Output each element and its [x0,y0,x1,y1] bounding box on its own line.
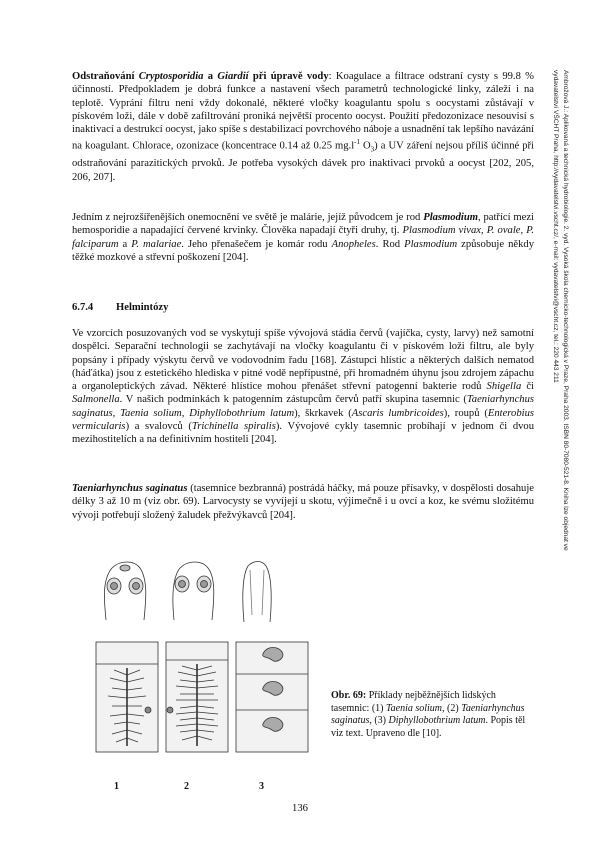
scolex-2-illustration [173,562,214,620]
section-title: Helmintózy [116,302,169,313]
p3-tapeworms: Taeniarhynchus saginatus, Taenia solium, Diphyllobothrium latum [72,394,534,419]
lead-bold: Odstraňování [72,71,139,82]
proglottid-1-illustration [96,642,158,752]
paragraph-taeniarhynchus [72,482,534,522]
paragraph-cryptosporidium [72,70,534,184]
p3-shigella: Shigella [486,381,522,393]
sidebar-note [548,70,572,590]
lead-bold-2: při úpravě vody [248,71,329,82]
paragraph-malaria [72,211,534,264]
p3-e: . V našich podmínkách k patogenním zástupcům červů patří skupina tasemnic ( [119,394,467,406]
caption-e: , (3) [369,715,389,727]
p2-k: způsobuje někdy těžké mozkové a střevní poškození [204]. [72,238,534,263]
p2-anopheles: Anopheles [331,238,376,250]
p2-g: . Jeho přenašečem je komár rodu [181,238,332,250]
p3-ascaris: Ascaris lumbricoides [351,407,444,419]
p3-trichinella: Trichinella spiralis [191,421,276,433]
caption-a: Příklady nejběžnějších lidských tasemnic: (1) [331,690,496,714]
proglottid-2-illustration [166,642,228,752]
caption-taeniarhynchus: Taeniarhynchus saginatus [331,702,525,727]
proglottid-3-illustration [236,642,308,752]
p2-a: Jedním z nejrozšířenějších onemocnění ve světě je malárie, jejíž původcem je rod [72,212,424,223]
p3-salmonella: Salmonella [72,394,120,406]
p3-i: ), roupů ( [443,407,488,419]
p4-species: Taeniarhynchus saginatus [72,483,188,494]
p3-m: ). Vývojové cykly tasemnic probíhají v jednom či dvou mezihostitelích a na definitivním hostiteli [204]. [72,421,535,446]
p3-g: ), škrkavek ( [294,407,352,419]
sidebar-note-text: Ambrožová J.: Aplikovaná a technická hydrobiologie. 2. vyd. Vysoká škola chemicko-technologická v Praze, Praha 2003. ISBN 80-7080-521-8. Kniha lze objednat ve vydavatelství VŠCHT Praha, http://vydavatelstvi.vscht.cz/, e-mail: vydavatelstvi@vscht.cz, tel.: 220 443 211 [552,70,569,551]
p2-species: Plasmodium vivax, P. ovale, P. falciparum [72,225,534,250]
lead-mid: a [203,71,218,82]
p2-malariae: P. malariae [131,238,182,250]
scolex-1-illustration [104,562,145,620]
caption-diphyllobothrium: Diphyllobothrium latum [388,715,486,727]
caption-label: Obr. 69: [331,690,367,701]
p3-k: ) a svalovců ( [125,421,192,433]
p4-b: (tasemnice bezbranná) postrádá háčky, má pouze přísavky, v dospělosti dosahuje délky 3 až 10 m (viz obr. 69). Larvocysty se vyvíjejí u skotu, výjimečně i u ovcí a koz, ke svému složitému vývoji potřebují složený žaludek přežvýkavců [204]. [72,483,534,521]
scolex-3-illustration [243,562,271,623]
p1-text2: O [359,141,371,153]
p2-plasmodium-2: Plasmodium [404,238,458,250]
paragraph-helminths [72,327,534,447]
page-number: 136 [292,803,308,814]
p2-plasmodium: Plasmodium [423,212,478,223]
lead-italic-2: Giardií [217,71,249,82]
p1-text: : Koagulace a filtrace odstraní cysty s 99.8 % účinností. Předpokladem je dobrá funkce a nastavení všech parametrů technologické linky, záleží i na teplotě. Vyprání filtru není vždy dokonalé, některé vločky koagulantu spolu s oocystami zůstávají v pískovém loži, dále v době zafiltrování proniká největší procento oocyst. Použití předozonizace nesouvisí s inaktivací a destrukcí oocyst, jako spíše s destabilizací povrchového náboje a usnadnění tak lepšího navázání na koagulant. Chlorace, ozonizace (koncentrace 0.14 až 0.25 mg.l [72,71,534,153]
p2-i: . Rod [375,238,405,250]
caption-c: , (2) [442,702,462,714]
figure-label-2: 2 [184,781,189,792]
p2-c: , patřící mezi hemosporidie a napadající červené krvinky. Člověka napadají čtyři druhy, tj. [72,212,534,237]
section-heading [72,302,168,313]
p3-c: či [521,381,534,393]
lead-italic-1: Cryptosporidia [138,71,204,82]
p1-sup: -1 [354,138,360,147]
section-number: 6.7.4 [72,302,94,313]
p3-a: Ve vzorcích posuzovaných vod se vyskytují spíše vývojová stádia červů (vajíčka, cysty, larvy) než samotní dospělci. Separační technologii se zachytávají na vločky koagulantu či v pískovém loži filtru, ale byly popsány i případy výskytu červů ve vodovodním řadu [168]. Zástupci hlístic a některých dalších nematod (háďátka) jsou z estetického hlediska v pitné vodě nepřípustné, při hromadném úhynu jsou zdrojem zápachu a organoleptických závad. Některé hlístice mohou přenášet střevní patogenní bakterie rodů [72,328,534,393]
p1-sub: 3 [370,146,375,155]
figure-label-1: 1 [114,781,119,792]
p1-text3: ) a UV záření nejsou příliš účinné při odstraňování parazitických prvoků. Je potřeba vysokých dávek pro inaktivaci prvoků a oocyst [202, 205, 206, 207]. [72,141,534,183]
p3-enterobius: Enterobius vermicularis [72,407,534,433]
caption-taenia: Taenia solium [385,702,443,714]
p2-e: a [118,238,132,250]
figure-label-3: 3 [259,781,264,792]
caption-g: . Popis těl viz text. Upraveno dle [10]. [331,715,526,739]
figure-caption [331,690,531,740]
tapeworm-figure [88,560,318,765]
